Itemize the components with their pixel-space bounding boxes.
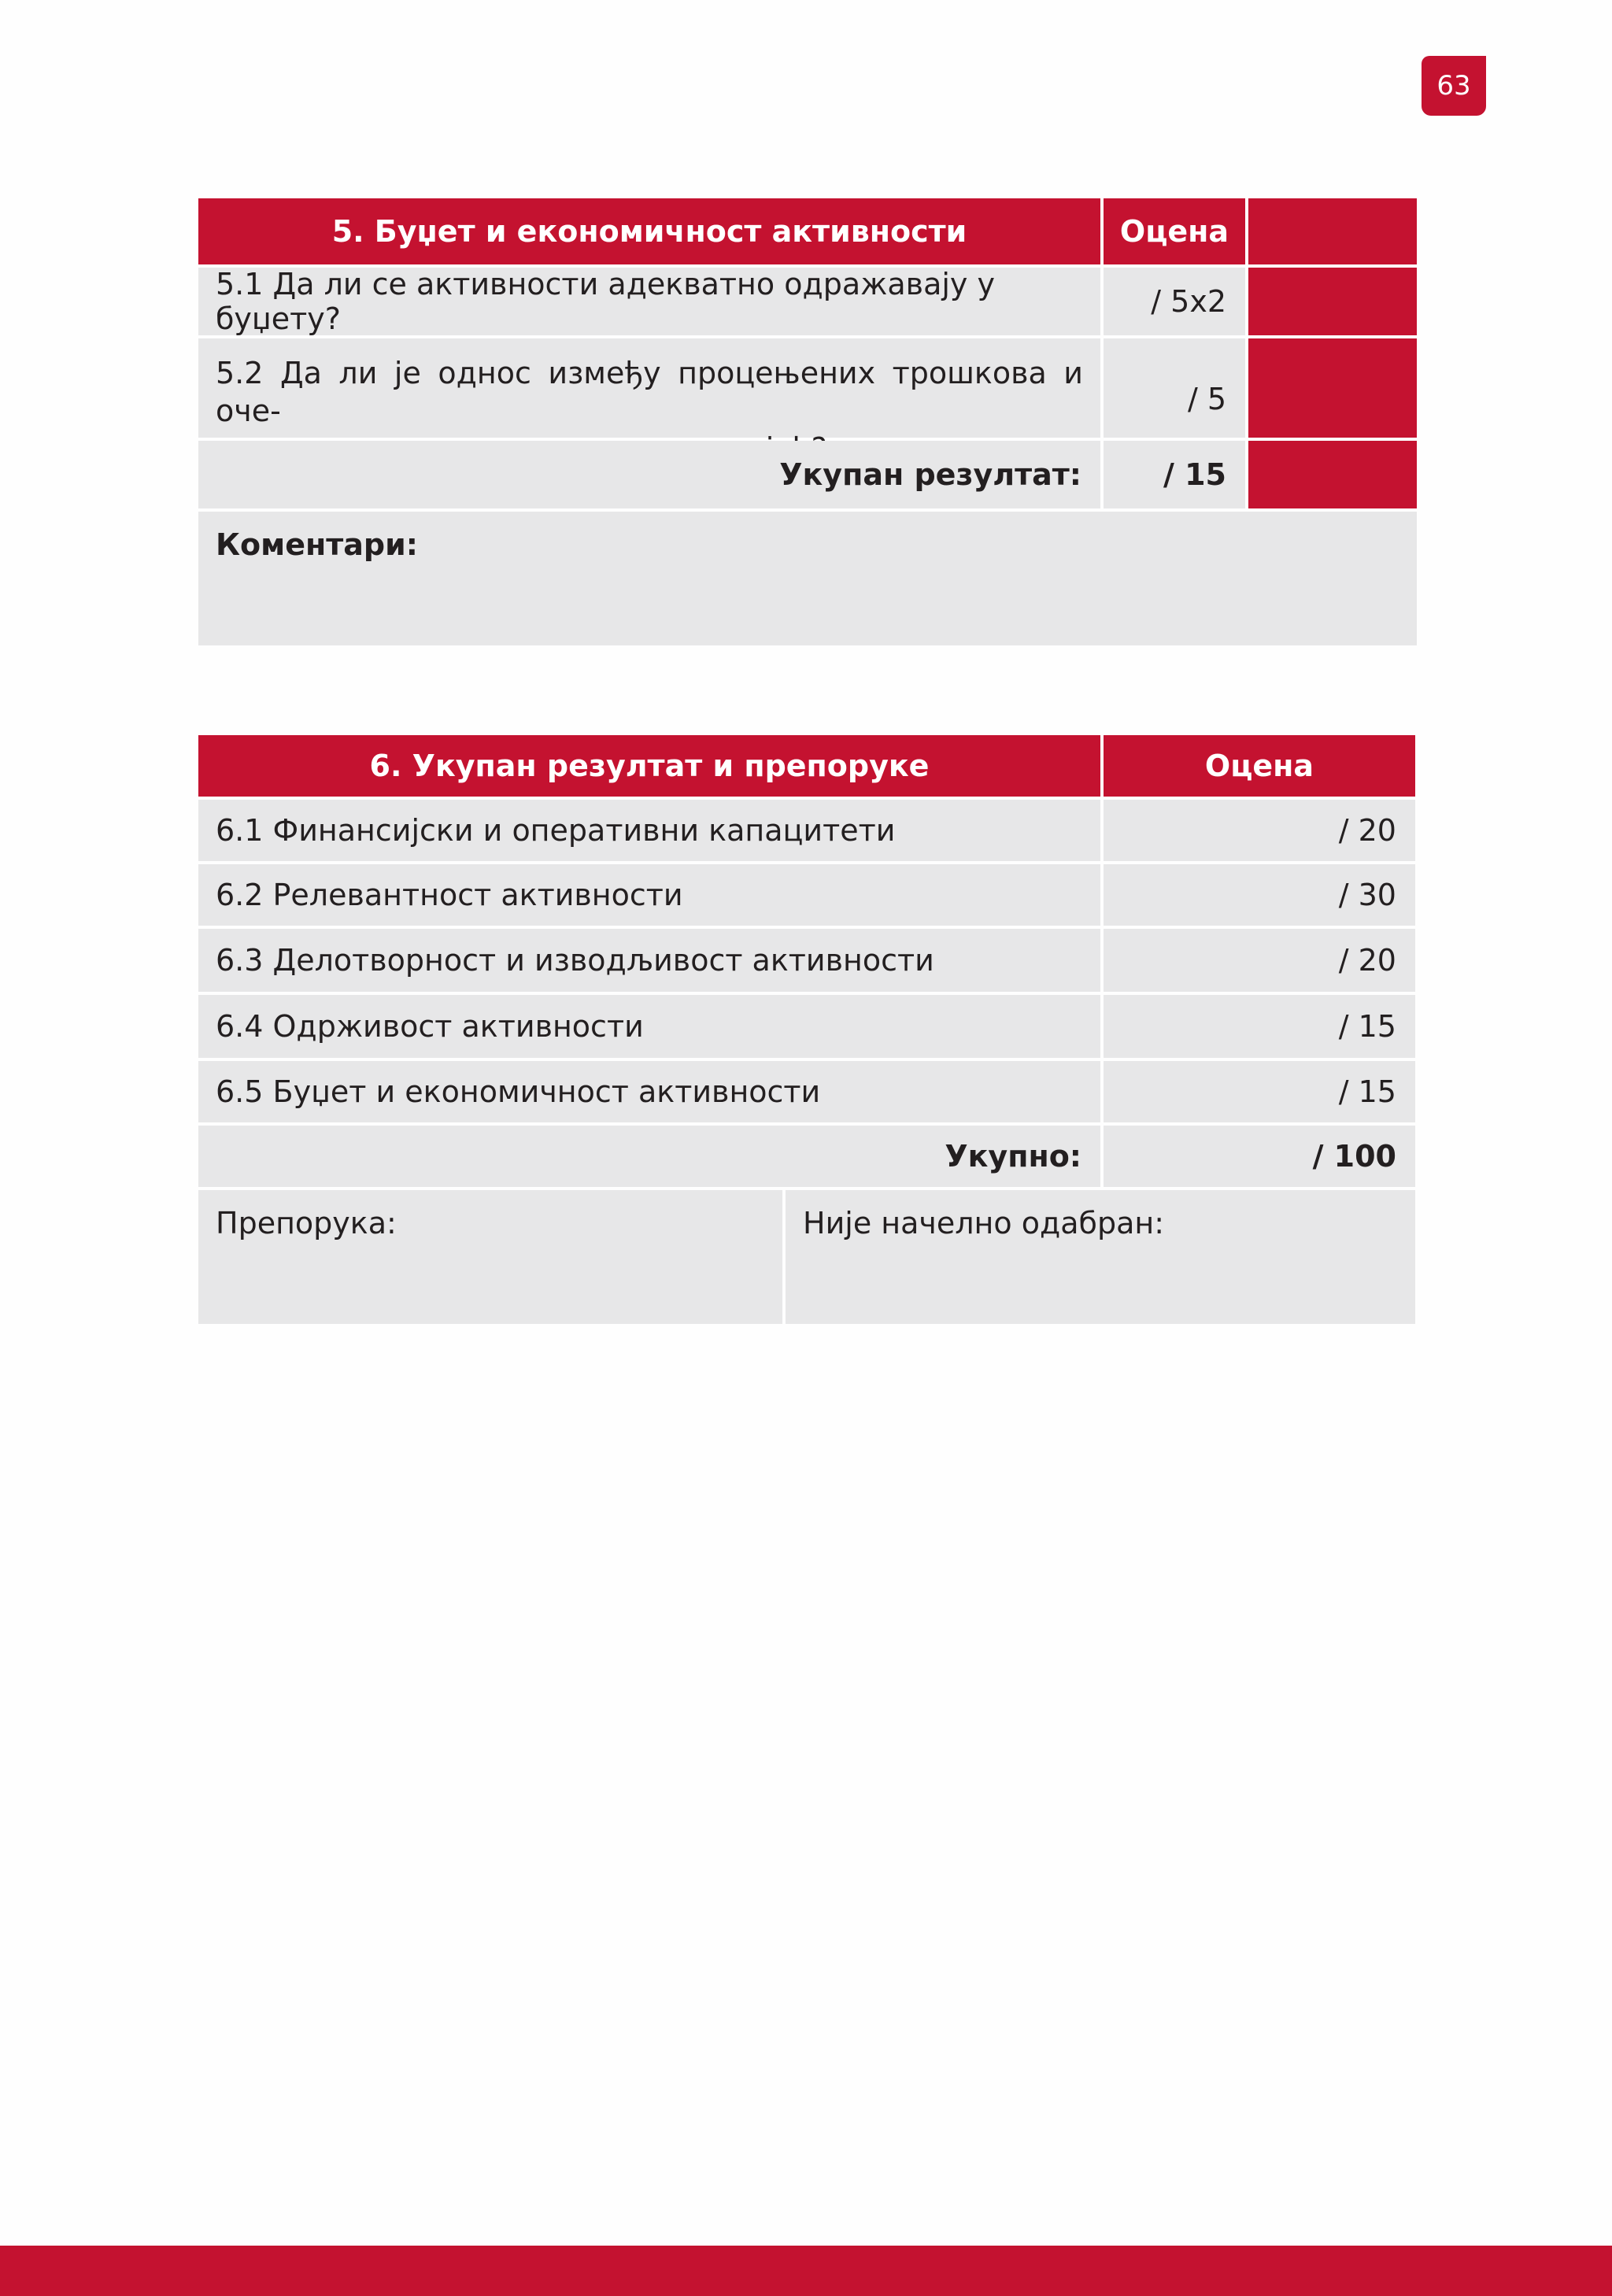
- footer-bar: [0, 2246, 1612, 2296]
- section6-row-2-label: 6.2 Релевантност активности: [198, 864, 1100, 926]
- section6-not-selected[interactable]: Није начелно одабран:: [786, 1190, 1415, 1324]
- section6-row-5-score: / 15: [1104, 1061, 1415, 1122]
- section6-recommendation[interactable]: Препорука:: [198, 1190, 782, 1324]
- section6-row-4-label: 6.4 Одрживост активности: [198, 995, 1100, 1058]
- section5-row-2-score-box[interactable]: [1248, 338, 1417, 438]
- section6-row-1-label: 6.1 Финансијски и оперативни капацитети: [198, 800, 1100, 861]
- section6-row-3-label: 6.3 Делотворност и изводљивост активности: [198, 929, 1100, 992]
- section6-header-title: 6. Укупан резултат и препоруке: [198, 735, 1100, 797]
- section6-row-1-score: / 20: [1104, 800, 1415, 861]
- section5-row-1-label: 5.1 Да ли се активности адекватно одражавају у буџету?: [198, 268, 1100, 335]
- section6-row-5-label: 6.5 Буџет и економичност активности: [198, 1061, 1100, 1122]
- section5-total-score-box[interactable]: [1248, 441, 1417, 508]
- section5-comments[interactable]: Коментари:: [198, 512, 1417, 645]
- page-number: 63: [1422, 56, 1486, 116]
- section6-total-label: Укупно:: [198, 1126, 1100, 1187]
- section5-header-blank: [1248, 198, 1417, 264]
- section5-row-1-score: / 5x2: [1104, 268, 1245, 335]
- section6-row-3-score: / 20: [1104, 929, 1415, 992]
- section5-total-score: / 15: [1104, 441, 1245, 508]
- section5-row-1-score-box[interactable]: [1248, 268, 1417, 335]
- section6-total-score: / 100: [1104, 1126, 1415, 1187]
- section5-row-2-score: / 5: [1104, 338, 1245, 438]
- section6-header-score: Оцена: [1104, 735, 1415, 797]
- section5-row-2-label: [198, 338, 1100, 438]
- section6-row-4-score: / 15: [1104, 995, 1415, 1058]
- section5-row-2-line1: 5.2 Да ли је однос између процењених трошкова и оче-: [216, 356, 1083, 428]
- section6-row-2-score: / 30: [1104, 864, 1415, 926]
- section5-header-score: Оцена: [1104, 198, 1245, 264]
- section5-total-label: Укупан резултат:: [198, 441, 1100, 508]
- section5-header-title: 5. Буџет и економичност активности: [198, 198, 1100, 264]
